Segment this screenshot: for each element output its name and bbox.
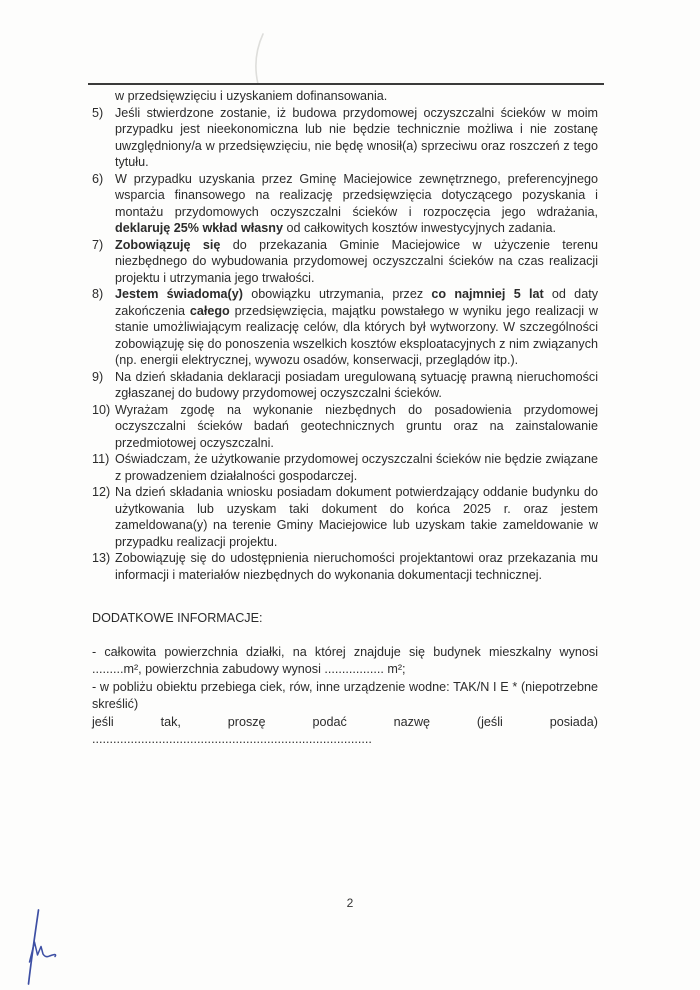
declaration-list [92, 105, 598, 584]
declaration-item [92, 237, 598, 287]
item-number: 9) [92, 369, 104, 384]
item-text: Jestem świadoma(y) obowiązku utrzymania, przez co najmniej 5 lat od daty zakończenia całego przedsięwzięcia, majątku powstałego w wyniku jego realizacji w stanie umożliwiającym realizację celów, dla których był wytworzony. W szczególności zobowiązuję się do ponoszenia wszelkich kosztów eksploatacyjnych z nim związanych (np. energii elektrycznej, wywozu osadów, konserwacji, przeglądów itp.). [115, 287, 598, 367]
item-number: 11) [92, 452, 110, 466]
item-text: Na dzień składania wniosku posiadam dokument potwierdzający oddanie budynku do użytkowania lub uzyskam taki dokument do końca 2025 r. oraz jestem zameldowana(y) na terenie Gminy Maciejowice lub uzyskam takie zameldowanie w przypadku realizacji projektu. [115, 485, 598, 549]
additional-info-heading: DODATKOWE INFORMACJE: [92, 611, 263, 625]
additional-info-line: - w pobliżu obiektu przebiega ciek, rów, inne urządzenie wodne: TAK/N I E * (niepotrzebne skreślić) [92, 679, 598, 711]
item-number: 10) [92, 402, 111, 417]
item-number: 13) [92, 551, 111, 565]
declaration-item [92, 286, 598, 369]
item-number: 6) [92, 171, 104, 186]
item-text: Zobowiązuję się do przekazania Gminie Maciejowice w użyczenie terenu niezbędnego do wybudowania przydomowej oczyszczalni ścieków na czas realizacji projektu i utrzymania jego trwałości. [115, 237, 598, 285]
item-text: W przypadku uzyskania przez Gminę Maciejowice zewnętrznego, preferencyjnego wsparcia finansowego na realizację przedsięwzięcia dotyczącego pozyskania i montażu przydomowych oczyszczalni ścieków i rozpoczęcia jego wdrażania, deklaruję 25% wkład własny od całkowitych kosztów inwestycyjnych zadania. [115, 171, 598, 235]
item-text: Zobowiązuję się do udostępnienia nieruchomości projektantowi oraz przekazania mu informacji i materiałów niezbędnych do wykonania dokumentacji technicznej. [115, 551, 598, 582]
declaration-item [92, 369, 598, 402]
document-content [92, 88, 598, 749]
item-text: Na dzień składania deklaracji posiadam uregulowaną sytuację prawną nieruchomości zgłaszanej do budowy przydomowej oczyszczalni ścieków. [115, 369, 598, 400]
item-number: 7) [92, 237, 104, 252]
additional-info-lines [92, 644, 598, 749]
declaration-item [92, 451, 598, 484]
item-text: Wyrażam zgodę na wykonanie niezbędnych do posadowienia przydomowej oczyszczalni ścieków badań geotechnicznych gruntu oraz na zainstalowanie przedmiotowej oczyszczalni. [115, 402, 598, 450]
continuation-text: w przedsięwzięciu i uzyskaniem dofinansowania. [115, 89, 388, 103]
declaration-item [92, 550, 598, 583]
item-text: Oświadczam, że użytkowanie przydomowej oczyszczalni ścieków nie będzie związane z prowadzeniem działalności gospodarczej. [115, 452, 598, 483]
item-number: 5) [92, 105, 104, 120]
item-number: 12) [92, 485, 111, 499]
top-rule [88, 83, 604, 85]
item-number: 8) [92, 287, 104, 301]
declaration-item [92, 171, 598, 237]
additional-info-line: - całkowita powierzchnia działki, na której znajduje się budynek mieszkalny wynosi .........m², powierzchnia zabudowy wynosi ................. m²; [92, 644, 598, 676]
item-text: Jeśli stwierdzone zostanie, iż budowa przydomowej oczyszczalni ścieków w moim przypadku jest nieekonomiczna lub nie będzie technicznie możliwa i nie zostanę uwzględniony/a w przedsięwzięciu, nie będę wnosił(a) sprzeciwu oraz roszczeń z tego tytułu. [115, 105, 598, 169]
declaration-item [92, 402, 598, 452]
page-number: 2 [346, 896, 354, 910]
additional-info-line: jeśli tak, proszę podać nazwę (jeśli posiada) ................................................................................ [92, 714, 598, 746]
declaration-item [92, 105, 598, 171]
declaration-item [92, 484, 598, 550]
pen-mark-signature [24, 908, 62, 988]
